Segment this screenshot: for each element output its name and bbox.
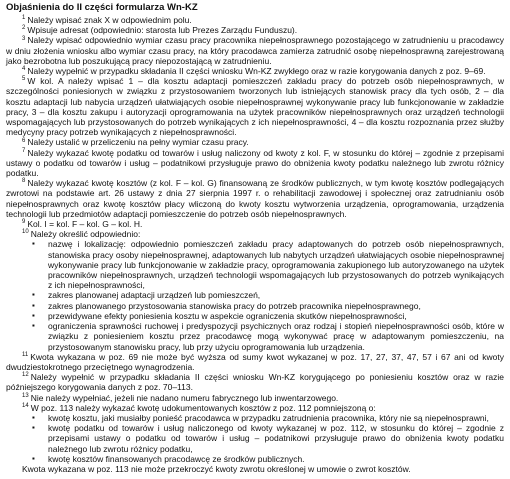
footnotes-1-10	[6, 15, 504, 239]
footnote-5: $^5$ W kol. A należy wpisać 1 – dla kosztu adaptacji pomieszczeń zakładu pracy do potrzeb osób niepełnosprawnych, w szczególności poniesionych w związku z przystosowaniem tworzonych lub istniejących stanowisk pracy dla tych osób, 2 – dla kosztu adaptacji lub nabycia urządzeń ułatwiających osobie niepełnosprawnej wykonywanie pracy lub funkcjonowanie w zakładzie pracy, 3 – dla kosztu zakupu i autoryzacji oprogramowania na użytek pracowników niepełnosprawnych oraz urządzeń technologii wspomagających lub przystosowanych do potrzeb wynikających z ich niepełnosprawności, 4 – dla kosztu rozpoznania przez służby medycyny pracy potrzeb wynikających z niepełnosprawności.	[6, 76, 504, 138]
footnote-6: $^6$ Należy ustalić w przeliczeniu na pełny wymiar czasu pracy.	[22, 137, 249, 148]
list-item: ▪ zakres planowanej adaptacji urządzeń lub pomieszczeń,	[32, 290, 504, 300]
list-item: ▪ kwotę podatku od towarów i usług naliczonego od kwoty wykazanej w poz. 112, w stosunku do której – zgodnie z przepisami ustawy o podatku od towarów i usług – podatnikowi przysługuje prawo do obniżenia kwoty podatku należnego lub zwrotu różnicy podatku,	[32, 423, 504, 454]
footnotes-11-14	[6, 352, 504, 413]
footnote-11: $^{11}$ Kwota wykazana w poz. 69 nie może być wyższa od sumy kwot wykazanej w poz. 17, 27, 37, 47, 57 i 67 ani od kwoty dwudziestokrotnego przeciętnego wynagrodzenia.	[6, 351, 504, 372]
list-item: ▪ kwotę kosztów finansowanych pracodawcę ze środków publicznych.	[32, 454, 504, 464]
footnote-1: $^1$ Należy wpisać znak X w odpowiednim polu.	[22, 15, 192, 25]
footnote-9: $^9$ Kol. I = kol. F – kol. G – kol. H.	[22, 219, 143, 230]
list-item: ▪ kwotę kosztu, jaki musiałby ponieść pracodawca w przypadku zatrudnienia pracownika, który nie są niepełnosprawni,	[32, 413, 504, 423]
footnote-7: $^7$ Należy wykazać kwotę podatku od towarów i usług naliczony od kwoty z kol. F, w stosunku do której – zgodnie z przepisami ustawy o podatku od towarów i usług – podatnikowi przysługuje prawo do obniżenia kwoty podatku należnego lub zwrotu różnicy podatku.	[6, 147, 504, 179]
footnote-12: $^{12}$ Należy wypełnić w przypadku składania II części wniosku Wn-KZ korygującego po poniesieniu kosztów oraz w razie późniejszego korygowania danych z poz. 70–113.	[6, 372, 504, 393]
footnote-10-list	[6, 239, 504, 351]
footnote-14: $^{14}$ W poz. 113 należy wykazać kwotę udokumentowanych kosztów z poz. 112 pomniejszoną o:	[22, 402, 376, 413]
footnote-10: $^{10}$ Należy określić odpowiednio:	[22, 229, 141, 240]
footnote-2: $^2$ Wpisuje adresat (odpowiednio: starosta lub Prezes Zarządu Funduszu).	[22, 25, 298, 36]
footnote-8: $^8$ Należy wykazać kwotę kosztów (z kol. F – kol. G) finansowaną ze środków publicznych, w tym kwotę kosztów podlegających zwrotowi na podstawie art. 26 ustawy z dnia 27 sierpnia 1997 r. o rehabilitacji zawodowej i społecznej oraz zatrudnianiu osób niepełnosprawnych oraz kwotę kosztów płacy wliczoną do kwoty kosztu wytworzenia urządzenia, oprogramowania, urządzenia technologii lub przedmiotów adaptacji pomieszczenie do potrzeb osób niepełnosprawnych.	[6, 178, 504, 219]
closing-note: Kwota wykazana w poz. 113 nie może przekroczyć kwoty zwrotu określonej w umowie o zwrot kosztów.	[22, 463, 411, 474]
list-item: ▪ zakres planowanego przystosowania stanowiska pracy do potrzeb pracownika niepełnosprawnego,	[32, 301, 504, 311]
footnote-14-list	[6, 413, 504, 464]
footnote-13: $^{13}$ Nie należy wypełniać, jeżeli nie nadano numeru fabrycznego lub inwentarzowego.	[22, 392, 339, 403]
list-item: ▪ nazwę i lokalizację: odpowiednio pomieszczeń zakładu pracy adaptowanych do potrzeb osób niepełnosprawnych, stanowiska pracy osoby niepełnosprawnej, adaptowanych lub nabytych urządzeń ułatwiających osobie niepełnosprawnej wykonywanie pracy lub funkcjonowanie w zakładzie pracy, oprogramowania zakupionego lub autoryzowanego na użytek pracowników niepełnosprawnych, urządzeń technologii wspomagających lub przystosowanych do potrzeb wynikających z ich niepełnosprawności,	[32, 239, 504, 290]
list-item: ▪ ograniczenia sprawności ruchowej i predyspozycji psychicznych oraz rodzaj i stopień niepełnosprawności osób, które w związku z poniesieniem kosztu przez pracodawcę mogą wykonywać pracę w adaptowanym pomieszczeniu, na przystosowanym stanowisku pracy, lub przy użyciu oprogramowania lub urządzenia.	[32, 321, 504, 352]
list-item: ▪ przewidywane efekty poniesienia kosztu w aspekcie ograniczenia skutków niepełnosprawności,	[32, 311, 504, 321]
footnote-4: $^4$ Należy wypełnić w przypadku składania II części wniosku Wn-KZ zwykłego oraz w razie korygowania danych z poz. 9–69.	[22, 66, 486, 77]
footnote-3: $^3$ Należy wpisać odpowiednio wymiar czasu pracy pracownika niepełnosprawnego pozostającego w zatrudnieniu u pracodawcy w dniu złożenia wniosku albo wymiar czasu pracy, na który pracodawca zamierza zatrudnić osobę niepełnosprawną zarejestrowaną jako bezrobotna lub poszukującą pracy niepozostającą w zatrudnieniu.	[6, 35, 504, 66]
document-title: Objaśnienia do II części formularza Wn-KZ	[6, 2, 198, 13]
